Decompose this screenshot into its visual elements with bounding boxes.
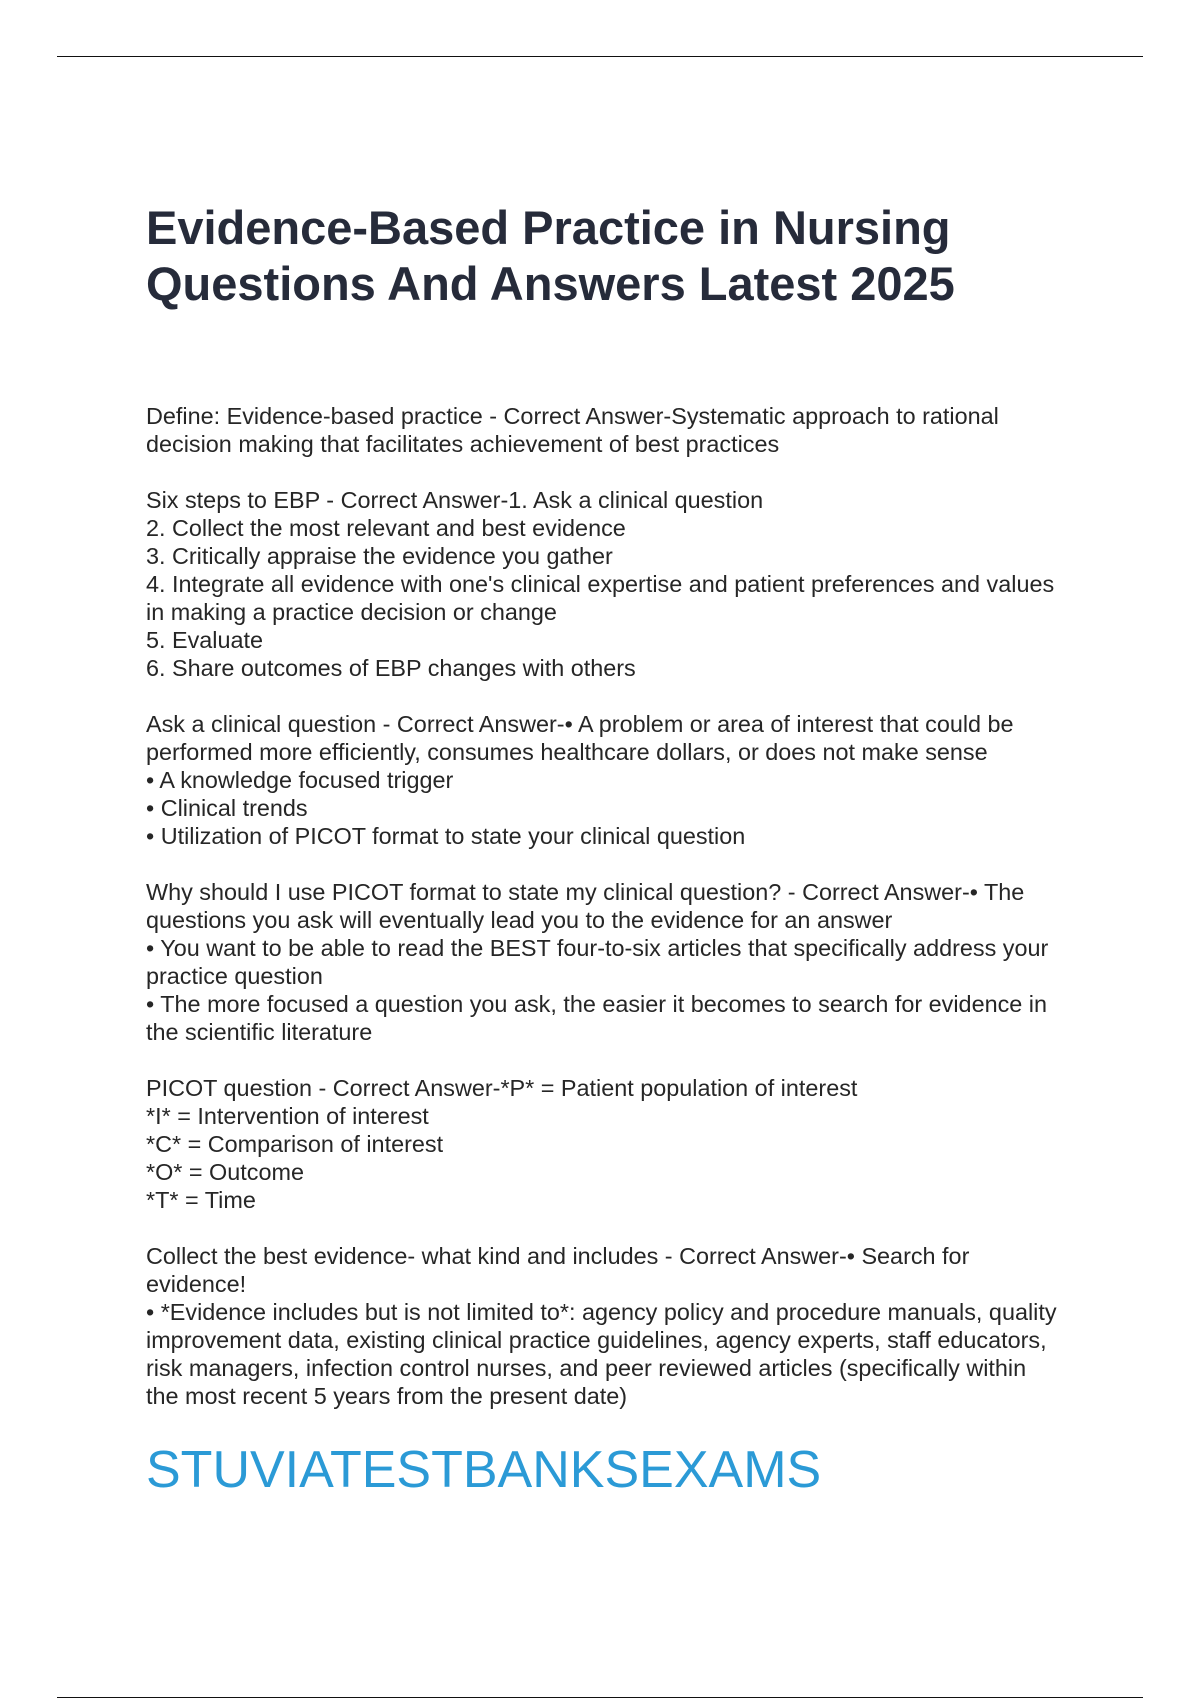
qa-item-picot-question <box>146 1074 1096 1214</box>
qa-line: 6. Share outcomes of EBP changes with others <box>146 655 636 681</box>
watermark-text: STUVIATESTBANKSEXAMS <box>146 1441 822 1499</box>
qa-line: 5. Evaluate <box>146 627 264 653</box>
qa-line: • A knowledge focused trigger <box>146 767 454 793</box>
qa-line: • Clinical trends <box>146 795 308 821</box>
qa-item-collect-evidence <box>146 1242 1096 1410</box>
qa-line: practice question <box>146 963 323 989</box>
qa-line: *O* = Outcome <box>146 1159 304 1185</box>
qa-item-define-ebp <box>146 402 1096 458</box>
page-content <box>146 200 1096 1438</box>
qa-line: Six steps to EBP - Correct Answer-1. Ask a clinical question <box>146 487 764 513</box>
qa-line: • Utilization of PICOT format to state your clinical question <box>146 823 746 849</box>
qa-item-why-picot <box>146 878 1096 1046</box>
qa-line: improvement data, existing clinical practice guidelines, agency experts, staff educators, <box>146 1327 1047 1353</box>
qa-line: *T* = Time <box>146 1187 256 1213</box>
qa-line: *C* = Comparison of interest <box>146 1131 444 1157</box>
qa-line: the most recent 5 years from the present date) <box>146 1383 628 1409</box>
bottom-rule <box>57 1697 1143 1698</box>
qa-line: Why should I use PICOT format to state my clinical question? - Correct Answer-• The <box>146 879 1025 905</box>
qa-line: 4. Integrate all evidence with one's clinical expertise and patient preferences and values <box>146 571 1055 597</box>
qa-line: • *Evidence includes but is not limited to*: agency policy and procedure manuals, quality <box>146 1299 1057 1325</box>
qa-line: • The more focused a question you ask, the easier it becomes to search for evidence in <box>146 991 1047 1017</box>
title-line: Evidence-Based Practice in Nursing <box>146 201 951 254</box>
qa-line: in making a practice decision or change <box>146 599 557 625</box>
qa-line: risk managers, infection control nurses, and peer reviewed articles (specifically within <box>146 1355 1027 1381</box>
qa-line: evidence! <box>146 1271 247 1297</box>
title-line: Questions And Answers Latest 2025 <box>146 257 955 310</box>
qa-line: • You want to be able to read the BEST four-to-six articles that specifically address your <box>146 935 1049 961</box>
document-title <box>146 200 1096 312</box>
qa-line: Collect the best evidence- what kind and includes - Correct Answer-• Search for <box>146 1243 970 1269</box>
qa-list <box>146 402 1096 1410</box>
qa-line: Ask a clinical question - Correct Answer-• A problem or area of interest that could be <box>146 711 1014 737</box>
top-rule <box>57 56 1143 57</box>
qa-line: Define: Evidence-based practice - Correct Answer-Systematic approach to rational <box>146 403 999 429</box>
qa-line: decision making that facilitates achievement of best practices <box>146 431 780 457</box>
qa-item-six-steps <box>146 486 1096 682</box>
qa-line: questions you ask will eventually lead you to the evidence for an answer <box>146 907 893 933</box>
qa-line: PICOT question - Correct Answer-*P* = Patient population of interest <box>146 1075 858 1101</box>
qa-line: performed more efficiently, consumes healthcare dollars, or does not make sense <box>146 739 988 765</box>
qa-line: 2. Collect the most relevant and best evidence <box>146 515 626 541</box>
qa-line: *I* = Intervention of interest <box>146 1103 429 1129</box>
qa-item-ask-clinical-question <box>146 710 1096 850</box>
qa-line: 3. Critically appraise the evidence you gather <box>146 543 613 569</box>
qa-line: the scientific literature <box>146 1019 373 1045</box>
